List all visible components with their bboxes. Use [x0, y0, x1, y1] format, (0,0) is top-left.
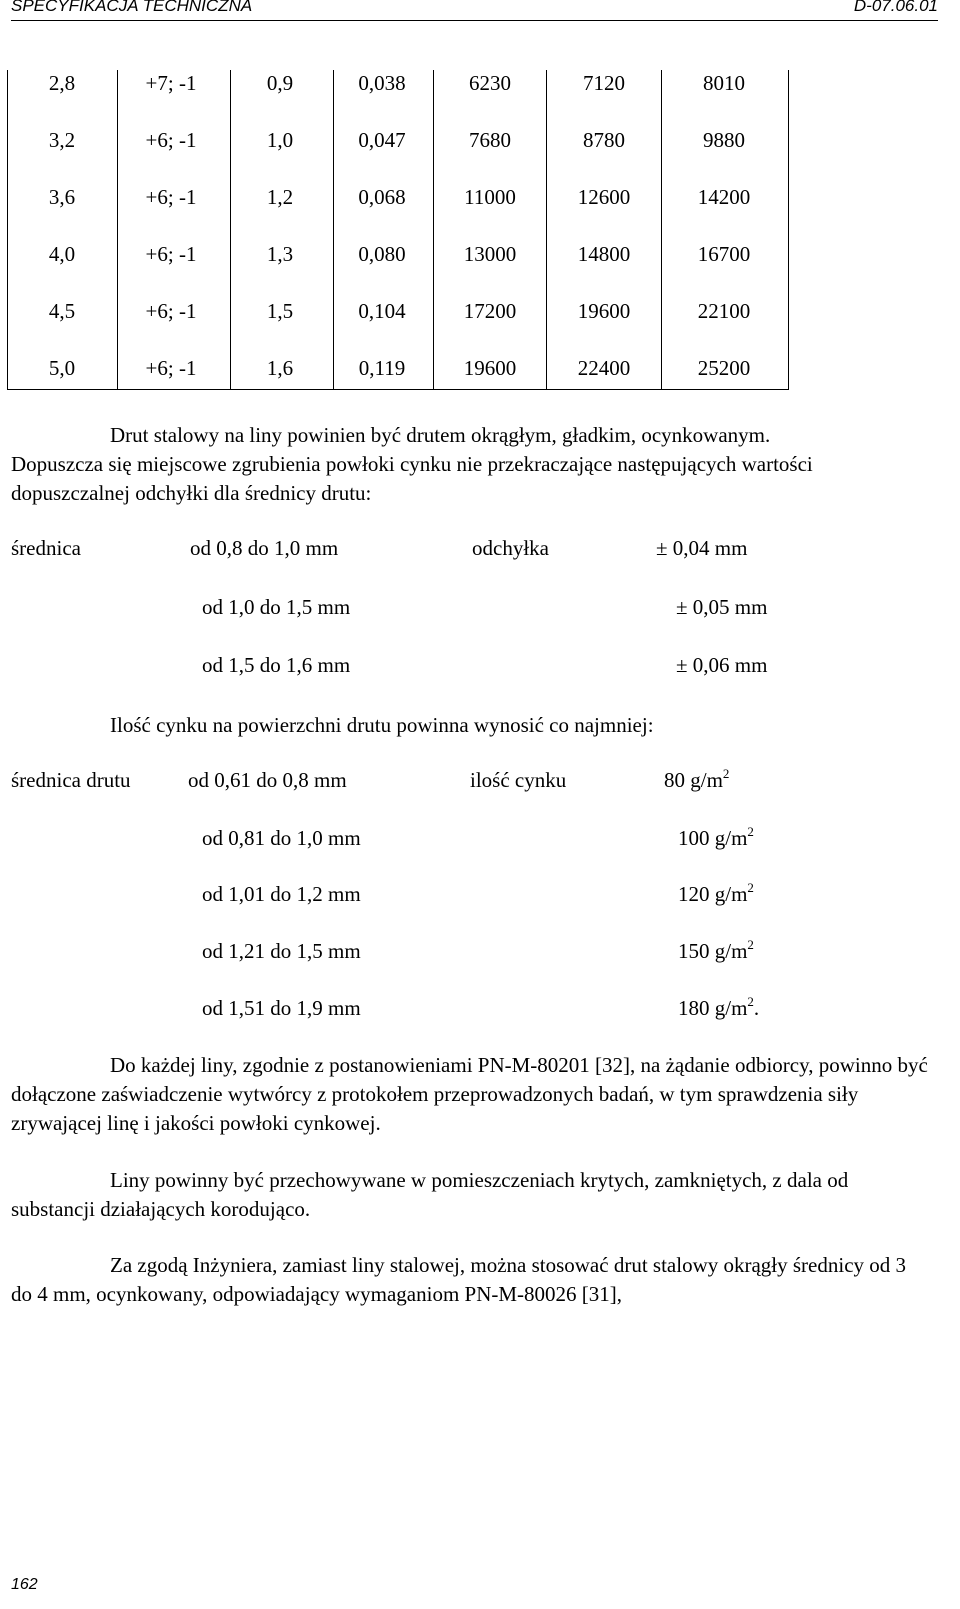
table-cell: +6; -1 — [145, 242, 197, 266]
page-header — [11, 0, 938, 21]
table-cell: 0,068 — [358, 185, 406, 209]
table-cell: 8010 — [703, 71, 745, 95]
header-code: D-07.06.01 — [853, 0, 938, 15]
table-cell: 2,8 — [48, 71, 76, 95]
table-border-line — [333, 70, 334, 390]
paragraph-text: Dopuszcza się miejscowe zgrubienia powłoki cynku nie przekraczające następujących wartości dopuszczalnej odchyłki dla średnicy drutu: — [11, 452, 813, 505]
table-cell: 17200 — [463, 299, 517, 323]
paragraph-alternative — [11, 1251, 931, 1309]
table-cell: 22100 — [697, 299, 751, 323]
zinc-amount: 150 $g/m^2$ — [678, 937, 754, 963]
paragraph-text: Liny powinny być przechowywane w pomieszczeniach krytych, zamkniętych, z dala od substancji działających korodująco. — [11, 1168, 849, 1221]
paragraph-storage — [11, 1166, 931, 1224]
table-cell: 14800 — [577, 242, 631, 266]
table-cell: 13000 — [463, 242, 517, 266]
diameter-label: średnica — [11, 536, 81, 560]
table-cell: 19600 — [577, 299, 631, 323]
table-bottom-line — [7, 389, 789, 390]
paragraph-certificate — [11, 1051, 931, 1138]
table-cell: +7; -1 — [145, 71, 197, 95]
table-cell: 6230 — [469, 71, 511, 95]
table-border-line — [546, 70, 547, 390]
table-border-line — [117, 70, 118, 390]
paragraph-text: Do każdej liny, zgodnie z postanowieniami PN-M-80201 [32], na żądanie odbiorcy, powinno być dołączone zaświadczenie wytwórcy z protokołem przeprowadzonych badań, w tym sprawdzenia siły zrywającej linę i jakości powłoki cynkowej. — [11, 1053, 928, 1135]
zinc-amount: 180 $g/m^2$. — [678, 994, 760, 1020]
table-cell: 19600 — [463, 356, 517, 380]
zinc-amount: 80 $g/m^2$ — [664, 766, 730, 792]
table-cell: 7120 — [583, 71, 625, 95]
table-cell: 4,5 — [48, 299, 76, 323]
zinc-range: od 0,81 do 1,0 mm — [202, 826, 361, 850]
tolerance-range: od 1,5 do 1,6 mm — [202, 653, 351, 677]
table-cell: 3,2 — [48, 128, 76, 152]
tolerance-value: ± 0,06 mm — [676, 653, 768, 677]
zinc-amount: 120 $g/m^2$ — [678, 880, 754, 906]
table-cell: 0,038 — [358, 71, 406, 95]
paragraph-line: Drut stalowy na liny powinien być drutem okrągłym, gładkim, ocynkowanym. — [110, 423, 771, 447]
table-cell: 0,104 — [358, 299, 406, 323]
table-cell: 22400 — [577, 356, 631, 380]
tolerance-value: ± 0,04 mm — [656, 536, 748, 560]
header-title: SPECYFIKACJA TECHNICZNA — [11, 0, 253, 15]
table-cell: 1,0 — [266, 128, 294, 152]
zinc-range: od 1,21 do 1,5 mm — [202, 939, 361, 963]
table-cell: 1,2 — [266, 185, 294, 209]
tolerance-value: ± 0,05 mm — [676, 595, 768, 619]
table-cell: 14200 — [697, 185, 751, 209]
page-number: 162 — [11, 1576, 38, 1593]
tolerance-range: od 0,8 do 1,0 mm — [190, 536, 339, 560]
table-cell: 3,6 — [48, 185, 76, 209]
zinc-range: od 0,61 do 0,8 mm — [188, 768, 347, 792]
zinc-amount: 100 $g/m^2$ — [678, 824, 754, 850]
table-cell: 0,047 — [358, 128, 406, 152]
paragraph-text: Za zgodą Inżyniera, zamiast liny stalowej, można stosować drut stalowy okrągły średnicy od 3 do 4 mm, ocynkowany, odpowiadający wymaganiom PN-M-80026 [31], — [11, 1253, 907, 1306]
zinc-range: od 1,01 do 1,2 mm — [202, 882, 361, 906]
table-cell: 1,6 — [266, 356, 294, 380]
table-cell: 0,119 — [358, 356, 406, 380]
table-border-line — [661, 70, 662, 390]
table-cell: +6; -1 — [145, 128, 197, 152]
table-border-line — [7, 70, 8, 390]
table-cell: 5,0 — [48, 356, 76, 380]
zinc-range: od 1,51 do 1,9 mm — [202, 996, 361, 1020]
paragraph-wire-requirements — [11, 421, 931, 508]
table-cell: 0,9 — [266, 71, 294, 95]
table-border-line — [230, 70, 231, 390]
table-cell: 25200 — [697, 356, 751, 380]
zinc-amount-label: ilość cynku — [470, 768, 567, 792]
deviation-label: odchyłka — [472, 536, 549, 560]
table-cell: 4,0 — [48, 242, 76, 266]
table-cell: +6; -1 — [145, 356, 197, 380]
table-border-line — [433, 70, 434, 390]
table-cell: 8780 — [583, 128, 625, 152]
zinc-intro: Ilość cynku na powierzchni drutu powinna wynosić co najmniej: — [110, 713, 654, 737]
table-cell: 9880 — [703, 128, 745, 152]
table-border-line — [788, 70, 789, 390]
table-cell: 7680 — [469, 128, 511, 152]
table-cell: 1,5 — [266, 299, 294, 323]
table-cell: 16700 — [697, 242, 751, 266]
tolerance-range: od 1,0 do 1,5 mm — [202, 595, 351, 619]
wire-diameter-label: średnica drutu — [11, 768, 131, 792]
table-cell: 12600 — [577, 185, 631, 209]
table-cell: 11000 — [464, 185, 516, 209]
table-cell: 0,080 — [358, 242, 406, 266]
table-cell: +6; -1 — [145, 299, 197, 323]
table-cell: 1,3 — [266, 242, 294, 266]
table-cell: +6; -1 — [145, 185, 197, 209]
